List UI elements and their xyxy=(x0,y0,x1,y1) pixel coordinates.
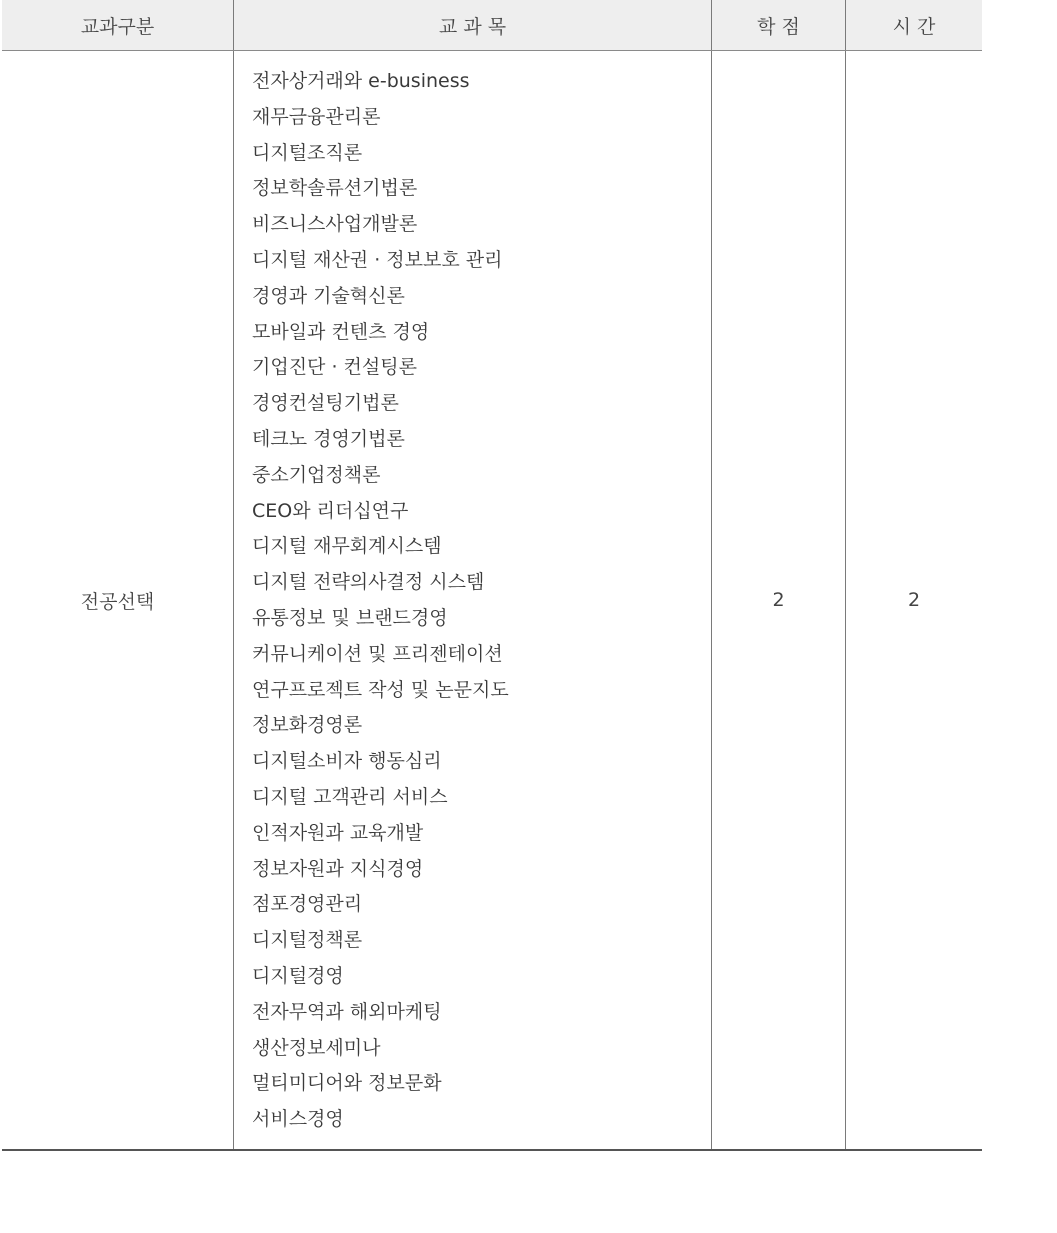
list-item: 디지털 재산권 · 정보보호 관리 xyxy=(252,248,503,271)
list-item: 정보학솔류션기법론 xyxy=(252,177,418,200)
list-item: 인적자원과 교육개발 xyxy=(252,821,424,844)
list-item: 디지털정책론 xyxy=(252,929,363,952)
course-list xyxy=(234,51,711,1138)
table-header-row xyxy=(2,0,982,51)
list-item: 디지털 전략의사결정 시스템 xyxy=(252,571,485,594)
list-item: 경영컨설팅기법론 xyxy=(252,392,399,415)
list-item: 정보화경영론 xyxy=(252,714,363,737)
list-item: 디지털소비자 행동심리 xyxy=(252,750,442,773)
courses-cell xyxy=(234,51,712,1149)
list-item: 중소기업정책론 xyxy=(252,463,381,486)
list-item: 연구프로젝트 작성 및 논문지도 xyxy=(252,678,509,701)
list-item: 디지털조직론 xyxy=(252,141,363,164)
list-item: 모바일과 컨텐츠 경영 xyxy=(252,320,430,343)
list-item: 점포경영관리 xyxy=(252,893,363,916)
list-item: 비즈니스사업개발론 xyxy=(252,213,418,236)
list-item: 디지털경영 xyxy=(252,964,344,987)
list-item: 서비스경영 xyxy=(252,1108,344,1131)
list-item: 멀티미디어와 정보문화 xyxy=(252,1072,442,1095)
header-subject: 교 과 목 xyxy=(234,0,712,50)
list-item: 커뮤니케이션 및 프리젠테이션 xyxy=(252,642,503,665)
list-item: 테크노 경영기법론 xyxy=(252,427,405,450)
curriculum-table xyxy=(2,0,982,1151)
category-cell: 전공선택 xyxy=(2,51,234,1149)
header-category: 교과구분 xyxy=(2,0,234,50)
list-item: 전자무역과 해외마케팅 xyxy=(252,1000,442,1023)
list-item: 디지털 재무회계시스템 xyxy=(252,535,442,558)
list-item: 재무금융관리론 xyxy=(252,105,381,128)
table-row xyxy=(2,51,982,1151)
list-item: 전자상거래와 e-business xyxy=(252,70,470,92)
credit-cell: 2 xyxy=(712,51,846,1149)
list-item: 경영과 기술혁신론 xyxy=(252,284,405,307)
hours-cell: 2 xyxy=(907,589,921,611)
list-item: CEO와 리더십연구 xyxy=(252,499,409,522)
header-credit: 학 점 xyxy=(712,0,846,50)
header-hours: 시 간 xyxy=(892,15,936,38)
list-item: 생산정보세미나 xyxy=(252,1036,381,1059)
list-item: 유통정보 및 브랜드경영 xyxy=(252,606,448,629)
list-item: 기업진단 · 컨설팅론 xyxy=(252,356,417,379)
list-item: 디지털 고객관리 서비스 xyxy=(252,785,448,808)
list-item: 정보자원과 지식경영 xyxy=(252,857,424,880)
